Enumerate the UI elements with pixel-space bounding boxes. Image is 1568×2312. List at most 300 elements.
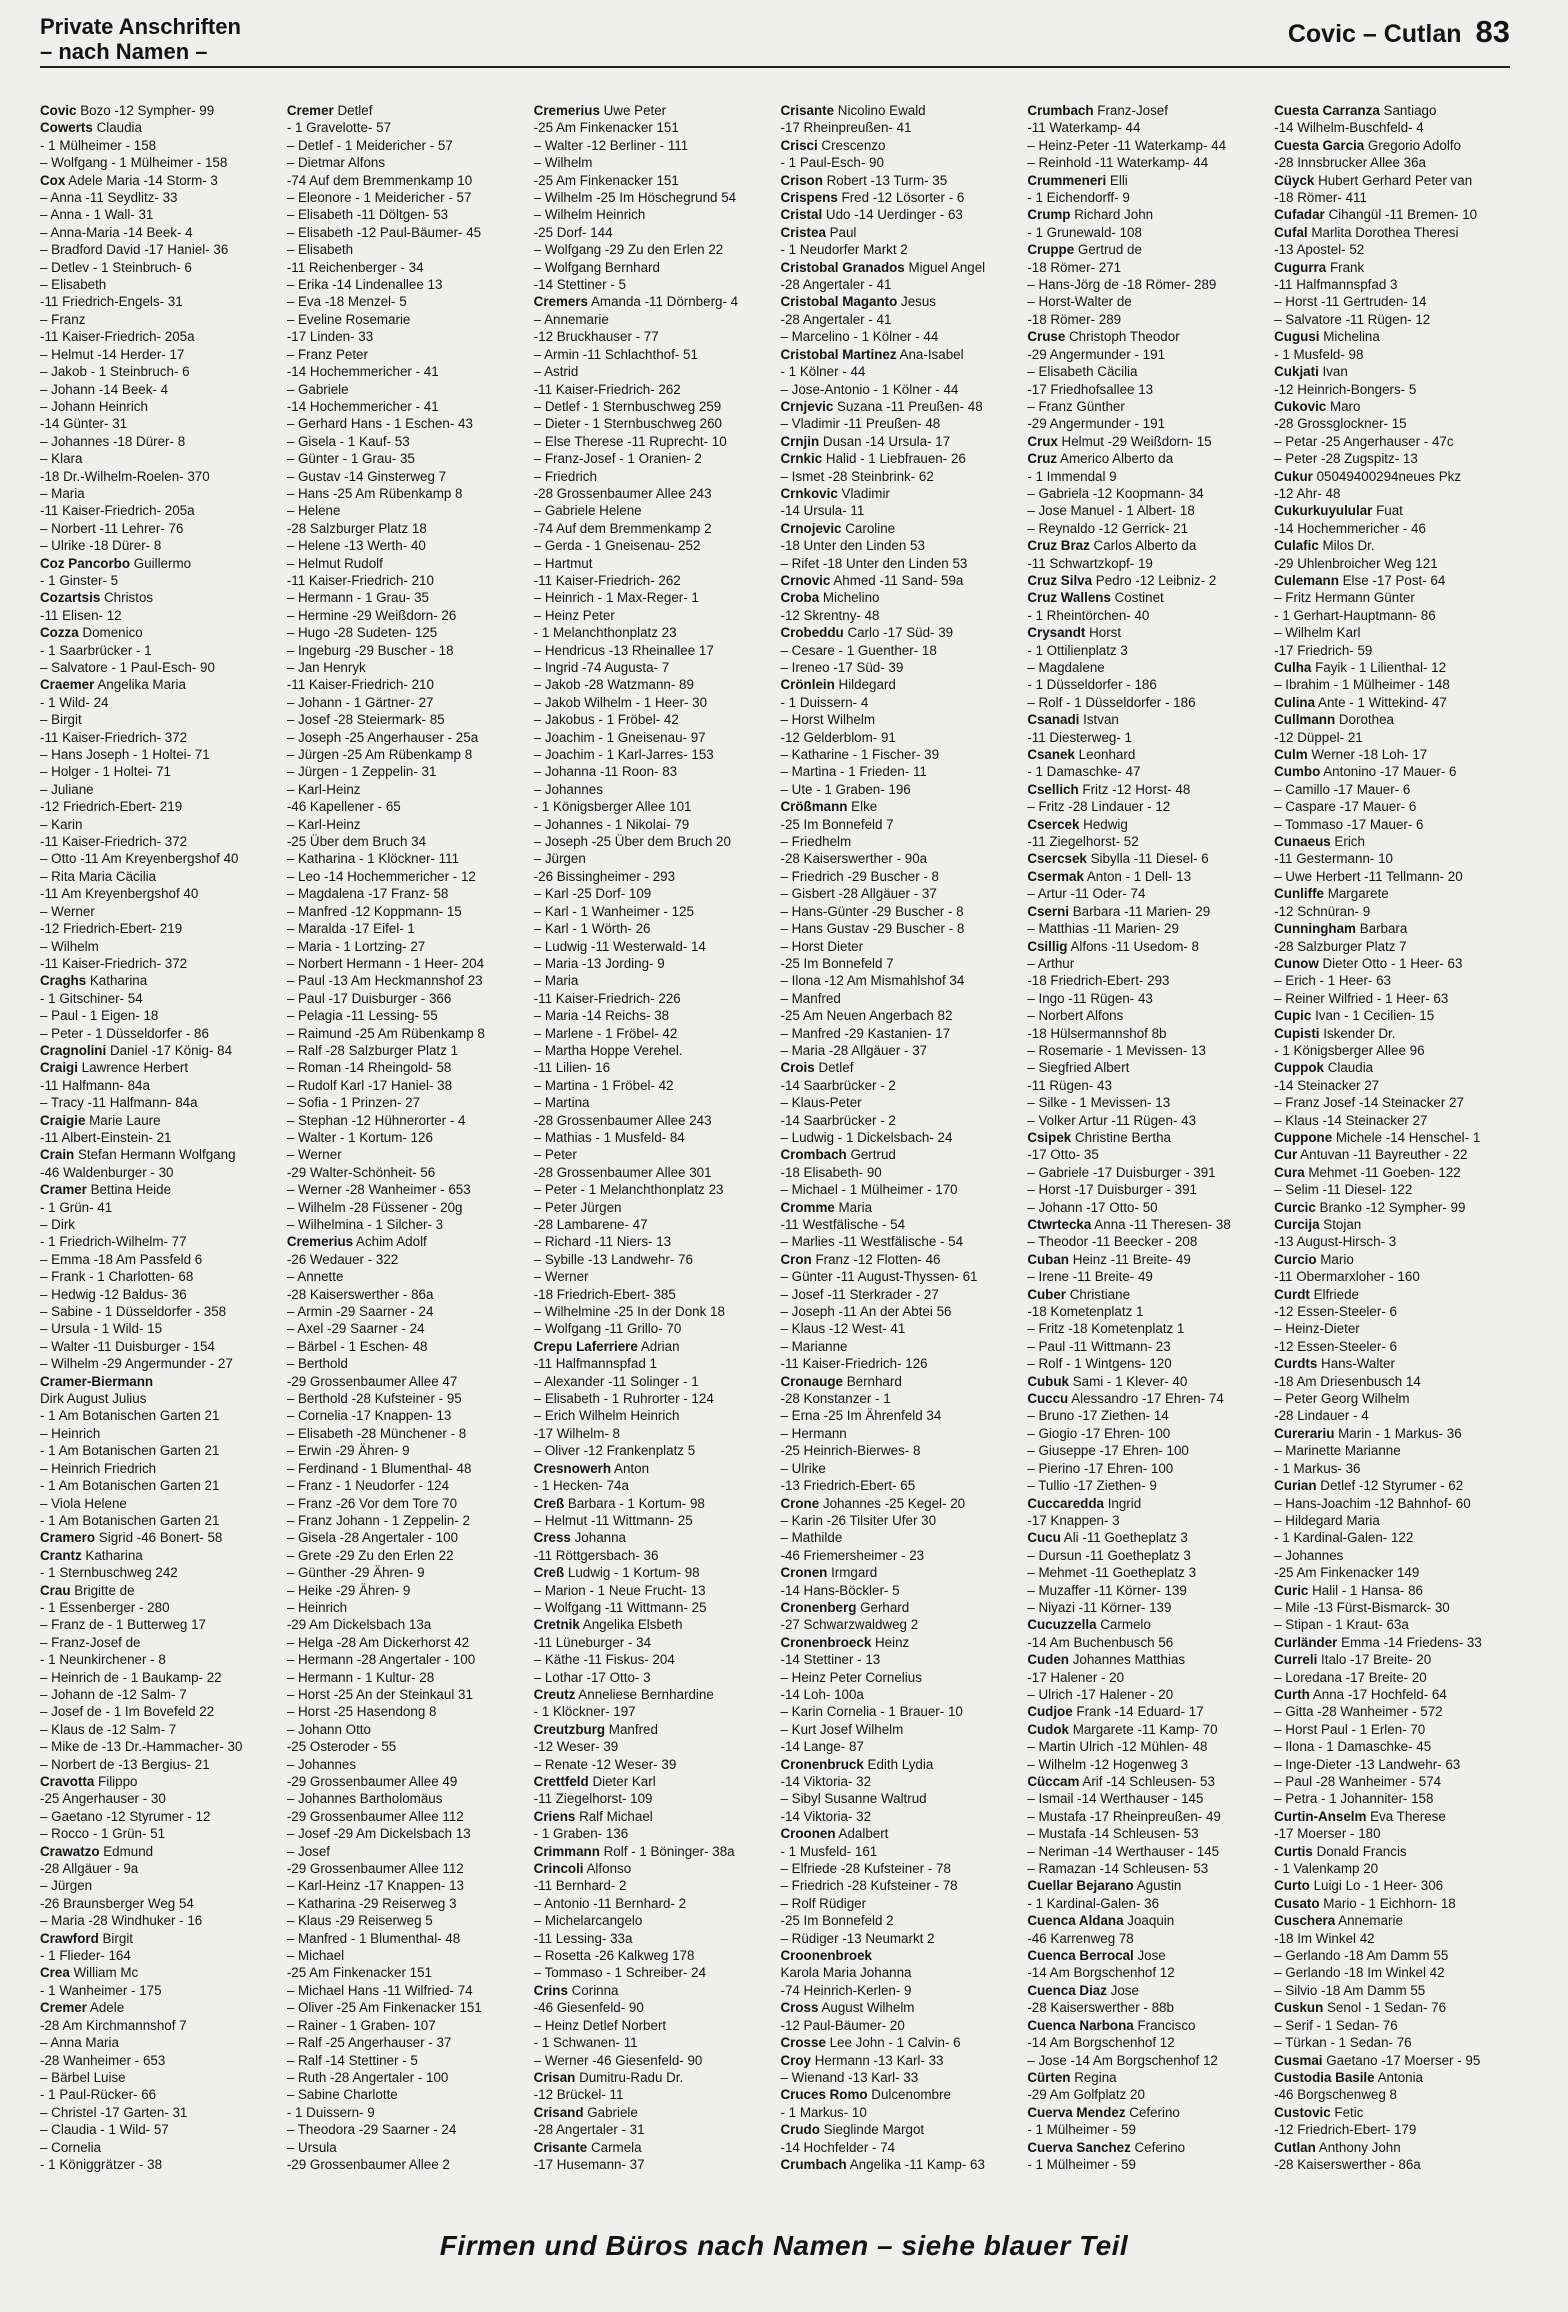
directory-entry: – Cornelia — [40, 2139, 102, 2155]
directory-entry: – Johannes Bartholomäus — [286, 1791, 443, 1807]
directory-entry: Curreli Italo -17 Breite- 20 — [1274, 1652, 1432, 1668]
directory-entry: Cugurra Frank — [1274, 259, 1365, 275]
directory-entry: -12 Weser- 39 — [533, 1739, 619, 1755]
directory-entry: – Klaus -29 Reiserweg 5 — [286, 1913, 433, 1929]
directory-entry: - 1 Rheintörchen- 40 — [1027, 607, 1150, 623]
directory-entry: -11 Kaiser-Friedrich- 126 — [780, 1356, 928, 1372]
directory-entry: – Maria -13 Jording- 9 — [533, 955, 665, 971]
directory-entry: -12 Friedrich-Ebert- 179 — [1274, 2122, 1417, 2138]
directory-entry: - 1 Am Botanischen Garten 21 — [40, 1443, 220, 1459]
directory-entry: Cserni Barbara -11 Marien- 29 — [1027, 903, 1211, 919]
directory-entry: – Alexander -11 Solinger - 1 — [533, 1373, 699, 1389]
directory-entry: -46 Friemersheimer - 23 — [780, 1547, 925, 1563]
directory-entry: – Silvio -18 Am Damm 55 — [1274, 1982, 1426, 1998]
directory-entry: -28 Allgäuer - 9a — [40, 1861, 139, 1877]
directory-entry: -11 Kaiser-Friedrich- 372 — [40, 729, 188, 745]
directory-entry: Crnovic Ahmed -11 Sand- 59a — [780, 572, 964, 588]
directory-entry: Karola Maria Johanna — [780, 1965, 912, 1981]
directory-entry: – Neriman -14 Werthauser - 145 — [1027, 1843, 1220, 1859]
directory-entry: Cristobal Maganto Jesus — [780, 294, 936, 310]
directory-entry: Cretnik Angelika Elsbeth — [533, 1617, 683, 1633]
directory-entry: – Josef -28 Steiermark- 85 — [286, 712, 445, 728]
directory-entry: – Mile -13 Fürst-Bismarck- 30 — [1274, 1599, 1450, 1615]
directory-entry: Curic Halil - 1 Hansa- 86 — [1274, 1582, 1423, 1598]
directory-entry: -14 Stettiner - 13 — [780, 1652, 881, 1668]
directory-entry: – Detlef - 1 Sternbuschweg 259 — [533, 398, 722, 414]
directory-entry: – Birgit — [40, 712, 82, 728]
directory-entry: -28 Angertaler - 31 — [533, 2122, 645, 2138]
directory-entry: – Martina — [533, 1095, 590, 1111]
directory-entry: – Giogio -17 Ehren- 100 — [1027, 1425, 1171, 1441]
directory-entry: – Magdalene — [1027, 660, 1105, 675]
directory-entry: Cramer-Biermann — [40, 1373, 154, 1389]
directory-entry: – Katharine - 1 Fischer- 39 — [780, 747, 940, 763]
directory-entry: Custovic Fetic — [1274, 2104, 1364, 2120]
directory-entry: -12 Essen-Steeler- 6 — [1274, 1338, 1397, 1354]
directory-entry: – Ingeburg -29 Buscher - 18 — [286, 642, 454, 658]
directory-entry: - 1 Graben- 136 — [533, 1826, 629, 1842]
directory-entry: – Volker Artur -11 Rügen- 43 — [1027, 1112, 1197, 1128]
directory-entry: – Petar -25 Angerhauser - 47c — [1274, 433, 1454, 449]
directory-entry: – Leo -14 Hochemmericher - 12 — [286, 868, 476, 884]
directory-entry: Curerariu Marin - 1 Markus- 36 — [1274, 1425, 1462, 1441]
directory-entry: – Grete -29 Zu den Erlen 22 — [286, 1547, 454, 1563]
directory-entry: – Wolfgang -11 Grillo- 70 — [533, 1321, 682, 1337]
directory-entry: Curian Detlef -12 Styrumer - 62 — [1274, 1478, 1464, 1494]
directory-entry: – Eva -18 Menzel- 5 — [286, 294, 407, 310]
directory-entry: Creutz Anneliese Bernhardine — [533, 1686, 714, 1702]
directory-entry: Cuesta Carranza Santiago — [1274, 103, 1437, 118]
directory-entry: -17 Wilhelm- 8 — [533, 1425, 620, 1441]
directory-entry: – Friedrich — [533, 468, 597, 484]
directory-entry: – Gerlando -18 Im Winkel 42 — [1274, 1965, 1445, 1981]
directory-entry: – Wienand -13 Karl- 33 — [780, 2069, 919, 2085]
directory-entry: – Gerda - 1 Gneisenau- 252 — [533, 538, 701, 554]
directory-entry: – Günter - 1 Grau- 35 — [286, 451, 415, 467]
directory-entry: – Hans-Günter -29 Buscher - 8 — [780, 903, 964, 919]
directory-entry: -17 Husemann- 37 — [533, 2156, 645, 2172]
directory-entry: Craigi Lawrence Herbert — [40, 1060, 189, 1076]
directory-entry: Cuppone Michele -14 Henschel- 1 — [1274, 1129, 1481, 1145]
directory-entry: – Richard -11 Niers- 13 — [533, 1234, 672, 1250]
directory-entry: – Ismail -14 Werthauser - 145 — [1027, 1791, 1204, 1807]
directory-entry: -14 Viktoria- 32 — [780, 1808, 872, 1824]
directory-entry: Cuellar Bejarano Agustin — [1027, 1878, 1182, 1894]
section-title: Private Anschriften — [40, 14, 241, 39]
directory-entry: -18 Römer- 411 — [1274, 190, 1367, 206]
directory-entry: -11 Ziegelhorst- 109 — [533, 1791, 653, 1807]
directory-entry: – Hermann -28 Angertaler - 100 — [286, 1652, 476, 1668]
directory-entry: Cudjoe Frank -14 Eduard- 17 — [1027, 1704, 1204, 1720]
directory-entry: Culha Fayik - 1 Lilienthal- 12 — [1274, 660, 1447, 675]
directory-entry: – Johann de -12 Salm- 7 — [40, 1686, 187, 1702]
directory-entry: – Jan Henryk — [286, 660, 366, 675]
directory-entry: – Reynaldo -12 Gerrick- 21 — [1027, 520, 1189, 536]
directory-entry: – Muzaffer -11 Körner- 139 — [1027, 1582, 1187, 1598]
directory-entry: – Eleonore - 1 Meidericher - 57 — [286, 190, 472, 206]
directory-entry: – Horst -25 An der Steinkaul 31 — [286, 1686, 473, 1702]
directory-entry: – Antonio -11 Bernhard- 2 — [533, 1895, 687, 1911]
directory-entry: -12 Gelderblom- 91 — [780, 729, 896, 745]
directory-entry: -28 Grossenbaumer Allee 243 — [533, 485, 712, 501]
directory-entry: -18 Im Winkel 42 — [1274, 1930, 1375, 1946]
directory-entry: -74 Auf dem Bremmenkamp 2 — [533, 520, 712, 536]
directory-entry: – Helmut Rudolf — [286, 555, 383, 571]
directory-entry: Culm Werner -18 Loh- 17 — [1274, 747, 1428, 763]
directory-entry: – Uwe Herbert -11 Tellmann- 20 — [1274, 868, 1463, 884]
directory-entry: - 1 Mülheimer - 158 — [40, 137, 157, 153]
directory-entry: -28 Salzburger Platz 7 — [1274, 938, 1407, 954]
directory-entry: -11 Reichenberger - 34 — [286, 259, 424, 275]
directory-entry: – Jose-Antonio - 1 Kölner - 44 — [780, 381, 959, 397]
directory-entry: -12 Düppel- 21 — [1274, 729, 1363, 745]
page-header-right — [1288, 14, 1510, 50]
directory-entry: -11 Waterkamp- 44 — [1027, 120, 1141, 136]
directory-entry: – Michelarcangelo — [533, 1913, 643, 1929]
directory-entry: – Jürgen -25 Am Rübenkamp 8 — [286, 747, 473, 763]
directory-entry: – Hildegard Maria — [1274, 1512, 1380, 1528]
directory-entry: – Johann Heinrich — [40, 398, 148, 414]
directory-entry: - 1 Immendal 9 — [1027, 468, 1117, 484]
directory-entry: – Wilhelm — [40, 938, 99, 954]
directory-entry: – Bruno -17 Ziethen- 14 — [1027, 1408, 1169, 1424]
directory-entry: – Horst Wilhelm — [780, 712, 875, 728]
directory-entry: -46 Waldenburger - 30 — [40, 1164, 174, 1180]
directory-entry: – Berthold -28 Kufsteiner - 95 — [286, 1391, 462, 1407]
directory-entry: -12 Essen-Steeler- 6 — [1274, 1304, 1397, 1320]
directory-entry: Crnjin Dusan -14 Ursula- 17 — [780, 433, 951, 449]
directory-entry: – Gerlando -18 Am Damm 55 — [1274, 1948, 1449, 1964]
directory-entry: -14 Stettiner - 5 — [533, 277, 626, 293]
directory-entry: -28 Grossenbaumer Allee 301 — [533, 1164, 712, 1180]
directory-entry: – Jose -14 Am Borgschenhof 12 — [1027, 2052, 1218, 2068]
directory-entry: - 1 Königsberger Allee 101 — [533, 799, 692, 815]
directory-entry: – Heinz-Peter -11 Waterkamp- 44 — [1027, 137, 1227, 153]
directory-entry: – Marianne — [780, 1338, 848, 1354]
directory-entry: -14 Am Borgschenhof 12 — [1027, 2035, 1175, 2051]
directory-entry: Cudok Margarete -11 Kamp- 70 — [1027, 1721, 1218, 1737]
directory-entry: – Niyazi -11 Körner- 139 — [1027, 1599, 1172, 1615]
directory-entry: Cremerius Achim Adolf — [286, 1234, 427, 1250]
directory-entry: Cristobal Granados Miguel Angel — [780, 259, 986, 275]
directory-entry: Crosse Lee John - 1 Calvin- 6 — [780, 2035, 961, 2051]
directory-entry: -29 Grossenbaumer Allee 112 — [286, 1808, 464, 1824]
directory-entry: -12 Skrentny- 48 — [780, 607, 880, 623]
directory-entry: Crea William Mc — [40, 1965, 139, 1981]
directory-entry: – Rolf - 1 Düsseldorfer - 186 — [1027, 694, 1196, 710]
directory-entry: Crincoli Alfonso — [533, 1861, 632, 1877]
directory-entry: -28 Am Kirchmannshof 7 — [40, 2017, 187, 2033]
directory-entry: – Oliver -12 Frankenplatz 5 — [533, 1443, 696, 1459]
directory-entry: – Armin -29 Saarner - 24 — [286, 1304, 434, 1320]
directory-entry: Coz Pancorbo Guillermo — [40, 555, 192, 571]
directory-entry: – Rudolf Karl -17 Haniel- 38 — [286, 1077, 453, 1093]
directory-entry: – Peter Jürgen — [533, 1199, 622, 1215]
directory-entry: Craigie Marie Laure — [40, 1112, 161, 1128]
directory-entry: -14 Steinacker 27 — [1274, 1077, 1380, 1093]
directory-entry: -26 Wedauer - 322 — [286, 1251, 399, 1267]
directory-entry: – Horst Dieter — [780, 938, 864, 954]
directory-entry: -18 Friedrich-Ebert- 293 — [1027, 973, 1170, 989]
directory-entry: – Karl -25 Dorf- 109 — [533, 886, 652, 902]
directory-entry: – Tracy -11 Halfmann- 84a — [40, 1095, 198, 1111]
directory-entry: – Peter - 1 Melanchthonplatz 23 — [533, 1182, 724, 1198]
directory-entry: Crisand Gabriele — [533, 2104, 638, 2120]
directory-entry: – Ingo -11 Rügen- 43 — [1027, 990, 1153, 1006]
directory-entry: – Joachim - 1 Gneisenau- 97 — [533, 729, 706, 745]
directory-entry: Cronen Irmgard — [780, 1565, 878, 1581]
directory-entry: Crois Detlef — [780, 1060, 854, 1076]
directory-entry: – Hans Gustav -29 Buscher - 8 — [780, 921, 965, 937]
directory-entry: Cronenberg Gerhard — [780, 1599, 910, 1615]
directory-entry: -14 Ursula- 11 — [780, 503, 865, 519]
directory-entry: Cruz Wallens Costinet — [1027, 590, 1164, 606]
directory-entry: – Astrid — [533, 364, 579, 380]
directory-entry: -14 Viktoria- 32 — [780, 1774, 872, 1789]
directory-entry: – Heinrich de - 1 Baukamp- 22 — [40, 1669, 222, 1685]
directory-entry: - 1 Klöckner- 197 — [533, 1704, 636, 1720]
directory-entry: -11 Lessing- 33a — [533, 1930, 633, 1946]
directory-entry: – Helga -28 Am Dickerhorst 42 — [286, 1634, 470, 1650]
directory-entry: – Maria — [533, 973, 579, 989]
directory-entry: – Tullio -17 Ziethen- 9 — [1027, 1478, 1157, 1494]
directory-entry: Cresnowerh Anton — [533, 1460, 650, 1476]
directory-entry: – Joseph -11 An der Abtei 56 — [780, 1304, 952, 1320]
directory-entry: -14 Hans-Böckler- 5 — [780, 1582, 900, 1598]
directory-entry: - 1 Valenkamp 20 — [1274, 1861, 1379, 1877]
directory-entry: – Peter - 1 Düsseldorfer - 86 — [40, 1025, 209, 1041]
directory-entry: – Lothar -17 Otto- 3 — [533, 1669, 651, 1685]
directory-entry: – Marlies -11 Westfälische - 54 — [780, 1234, 964, 1250]
directory-entry: – Werner — [40, 903, 95, 919]
directory-entry: Crisci Crescenzo — [780, 137, 886, 153]
directory-entry: – Franz Josef -14 Steinacker 27 — [1274, 1095, 1464, 1111]
directory-entry: -46 Karrenweg 78 — [1027, 1930, 1134, 1946]
directory-entry: – Jürgen — [533, 851, 586, 867]
directory-entry: – Jakobus - 1 Fröbel- 42 — [533, 712, 679, 728]
directory-entry: – Manfred — [780, 990, 841, 1006]
directory-entry: Crnjevic Suzana -11 Preußen- 48 — [780, 398, 983, 414]
directory-entry: Cucu Ali -11 Goetheplatz 3 — [1027, 1530, 1188, 1546]
directory-entry: – Pierino -17 Ehren- 100 — [1027, 1460, 1174, 1476]
directory-entry: – Norbert -11 Lehrer- 76 — [40, 520, 184, 536]
directory-entry: – Klara — [40, 451, 83, 467]
directory-entry: -18 Hülsermannshof 8b — [1027, 1025, 1167, 1041]
directory-entry: – Roman -14 Rheingold- 58 — [286, 1060, 452, 1076]
directory-entry: -11 Halfmann- 84a — [40, 1077, 150, 1093]
directory-entry: – Rolf - 1 Wintgens- 120 — [1027, 1356, 1172, 1372]
directory-entry: Cuesta Garcia Gregorio Adolfo — [1274, 137, 1461, 153]
directory-entry: Cremer Adele — [40, 2000, 125, 2016]
directory-entry: – Franz - 1 Neudorfer - 124 — [286, 1478, 450, 1494]
directory-entry: – Werner -46 Giesenfeld- 90 — [533, 2052, 703, 2068]
directory-entry: - 1 Damaschke- 47 — [1027, 764, 1141, 780]
directory-entry: – Manfred -12 Koppmann- 15 — [286, 903, 462, 919]
directory-entry: -12 Brückel- 11 — [533, 2087, 624, 2103]
directory-entry: -25 Heinrich-Bierwes- 8 — [780, 1443, 921, 1459]
directory-entry: – Franz-Josef - 1 Oranien- 2 — [533, 451, 702, 467]
directory-entry: – Renate -12 Weser- 39 — [533, 1756, 677, 1772]
directory-entry: Crison Robert -13 Turm- 35 — [780, 172, 948, 188]
directory-entry: – Serif - 1 Sedan- 76 — [1274, 2017, 1398, 2033]
directory-entry: - 1 Duissern- 4 — [780, 694, 869, 710]
directory-entry: – Joachim - 1 Karl-Jarres- 153 — [533, 747, 714, 763]
directory-entry: – Ludwig - 1 Dickelsbach- 24 — [780, 1129, 953, 1145]
directory-entry: Cupic Ivan - 1 Cecilien- 15 — [1274, 1008, 1435, 1024]
directory-entry: - 1 Musfeld- 98 — [1274, 346, 1364, 362]
directory-entry: – Wolfgang Bernhard — [533, 259, 660, 275]
directory-entry: Crößmann Elke — [780, 799, 878, 815]
directory-entry: – Horst Paul - 1 Erlen- 70 — [1274, 1721, 1426, 1737]
directory-entry: – Klaus-Peter — [780, 1095, 862, 1111]
directory-entry: – Ludwig -11 Westerwald- 14 — [533, 938, 706, 954]
directory-entry: – Johannes - 1 Nikolai- 79 — [533, 816, 690, 832]
directory-entry: – Heike -29 Ähren- 9 — [286, 1582, 411, 1598]
directory-entry: Curcio Mario — [1274, 1251, 1354, 1267]
directory-entry: – Hans-Jörg de -18 Römer- 289 — [1027, 277, 1217, 293]
directory-entry: Craghs Katharina — [40, 973, 148, 989]
directory-entry: - 1 Gravelotte- 57 — [286, 120, 392, 136]
directory-entry: – Ferdinand - 1 Blumenthal- 48 — [286, 1460, 472, 1476]
directory-entry: Creß Ludwig - 1 Kortum- 98 — [533, 1565, 700, 1581]
directory-entry: -11 Halfmannspfad 1 — [533, 1356, 657, 1372]
directory-column-5 — [1027, 102, 1265, 2212]
directory-entry: -29 Am Golfplatz 20 — [1027, 2087, 1145, 2103]
directory-entry: Croba Michelino — [780, 590, 880, 606]
directory-entry: Culafic Milos Dr. — [1274, 538, 1375, 554]
directory-entry: – Wolfgang -11 Wittmann- 25 — [533, 1599, 707, 1615]
directory-entry: Curdt Elfriede — [1274, 1286, 1359, 1302]
directory-entry: -11 Ziegelhorst- 52 — [1027, 834, 1139, 850]
directory-entry: – Klaus -12 West- 41 — [780, 1321, 906, 1337]
directory-entry: – Michael - 1 Mülheimer - 170 — [780, 1182, 958, 1198]
directory-entry: – Gabriele -17 Duisburger - 391 — [1027, 1164, 1216, 1180]
directory-entry: – Claudia - 1 Wild- 57 — [40, 2122, 169, 2138]
directory-entry: Cronenbroeck Heinz — [780, 1634, 910, 1650]
directory-entry: - 1 Sternbuschweg 242 — [40, 1565, 178, 1581]
directory-entry: Cuban Heinz -11 Breite- 49 — [1027, 1251, 1191, 1267]
directory-entry: – Jakob -28 Watzmann- 89 — [533, 677, 694, 693]
directory-entry: Cuden Johannes Matthias — [1027, 1652, 1186, 1668]
directory-entry: -11 Kaiser-Friedrich- 226 — [533, 990, 681, 1006]
directory-entry: – Hans -25 Am Rübenkamp 8 — [286, 485, 463, 501]
directory-entry: Criens Ralf Michael — [533, 1808, 653, 1824]
directory-entry: – Anna Maria — [40, 2035, 119, 2051]
directory-entry: Cukurkuyulular Fuat — [1274, 503, 1403, 519]
directory-entry: – Else Therese -11 Ruprecht- 10 — [533, 433, 727, 449]
directory-entry: -11 Kaiser-Friedrich- 210 — [286, 677, 434, 693]
directory-entry: - 1 Schwanen- 11 — [533, 2035, 638, 2051]
directory-entry: -25 Dorf- 144 — [533, 224, 613, 240]
directory-entry: – Theodor -11 Beecker - 208 — [1027, 1234, 1198, 1250]
directory-entry: -11 Gestermann- 10 — [1274, 851, 1393, 867]
directory-entry: -17 Linden- 33 — [286, 329, 374, 345]
directory-entry: -12 Ahr- 48 — [1274, 485, 1341, 501]
directory-entry: – Elisabeth -11 Döltgen- 53 — [286, 207, 449, 223]
directory-entry: Cunningham Barbara — [1274, 921, 1408, 937]
directory-entry: – Ilona -12 Am Mismahlshof 34 — [780, 973, 965, 989]
directory-entry: - 1 Duissern- 9 — [286, 2104, 375, 2120]
directory-entry: – Mathias - 1 Musfeld- 84 — [533, 1129, 685, 1145]
directory-entry: Cukjati Ivan — [1274, 364, 1348, 380]
directory-entry: -28 Grossglockner- 15 — [1274, 416, 1407, 432]
name-range: Covic – Cutlan — [1287, 20, 1462, 48]
directory-entry: Cruse Christoph Theodor — [1027, 329, 1180, 345]
directory-entry: -46 Kapellener - 65 — [286, 799, 401, 815]
directory-entry: – Wilhelm Karl — [1274, 625, 1361, 641]
directory-entry: -17 Knappen- 3 — [1027, 1512, 1120, 1528]
directory-entry: – Karin — [40, 816, 83, 832]
directory-entry: – Walter -12 Berliner - 111 — [533, 137, 689, 153]
directory-entry: – Horst -25 Hasendong 8 — [286, 1704, 437, 1720]
directory-entry: - 1 Eichendorff- 9 — [1027, 190, 1130, 206]
directory-entry: – Christel -17 Garten- 31 — [40, 2104, 188, 2120]
directory-entry: – Friedrich -29 Buscher - 8 — [780, 868, 940, 884]
directory-entry: – Michael Hans -11 Wilfried- 74 — [286, 1982, 473, 1998]
directory-entry: Csillig Alfons -11 Usedom- 8 — [1027, 938, 1199, 954]
directory-entry: – Käthe -11 Fiskus- 204 — [533, 1652, 675, 1668]
section-heading — [40, 14, 241, 64]
footer-note: Firmen und Büros nach Namen – siehe blauer Teil — [439, 2230, 1129, 2261]
directory-entry: Cubuk Sami - 1 Klever- 40 — [1027, 1373, 1188, 1389]
directory-entry: Crain Stefan Hermann Wolfgang — [40, 1147, 236, 1163]
directory-entry: – Johannes — [533, 781, 603, 797]
directory-entry: Cuenca Narbona Francisco — [1027, 2017, 1196, 2033]
directory-entry: -74 Heinrich-Kerlen- 9 — [780, 1982, 912, 1998]
directory-entry: – Johannes -18 Dürer- 8 — [40, 433, 186, 449]
directory-entry: – Raimund -25 Am Rübenkamp 8 — [286, 1025, 485, 1041]
directory-entry: – Karl-Heinz -17 Knappen- 13 — [286, 1878, 464, 1894]
directory-entry: – Franz Günther — [1027, 398, 1125, 414]
directory-entry: – Rainer - 1 Graben- 107 — [286, 2017, 436, 2033]
directory-entry: Cuppok Claudia — [1274, 1060, 1374, 1076]
directory-entry: Craemer Angelika Maria — [40, 677, 186, 693]
directory-entry: -28 Kaiserswerther - 88b — [1027, 2000, 1174, 2016]
directory-entry: - 1 Flieder- 164 — [40, 1948, 131, 1964]
directory-entry: Cunaeus Erich — [1274, 834, 1365, 850]
directory-entry: – Gabriele Helene — [533, 503, 642, 519]
directory-entry: Cron Franz -12 Flotten- 46 — [780, 1251, 941, 1267]
directory-entry: - 1 Melanchthonplatz 23 — [533, 625, 677, 641]
directory-entry: Cuerva Sanchez Ceferino — [1027, 2139, 1186, 2155]
directory-entry: – Maria -14 Reichs- 38 — [533, 1008, 670, 1024]
directory-entry: - 1 Gitschiner- 54 — [40, 990, 143, 1006]
directory-entry: Cuenca Berrocal Jose — [1027, 1948, 1166, 1964]
directory-entry: Culemann Else -17 Post- 64 — [1274, 572, 1446, 588]
directory-entry: Cuccu Alessandro -17 Ehren- 74 — [1027, 1391, 1224, 1407]
directory-entry: – Gaetano -12 Styrumer - 12 — [40, 1808, 211, 1824]
directory-entry: Csermak Anton - 1 Dell- 13 — [1027, 868, 1192, 884]
directory-column-1 — [40, 102, 278, 2212]
directory-entry: Csanadi Istvan — [1027, 712, 1119, 728]
directory-entry: -11 Westfälische - 54 — [780, 1217, 906, 1232]
directory-entry: Cramer Bettina Heide — [40, 1182, 172, 1198]
directory-entry: – Ruth -28 Angertaler - 100 — [286, 2069, 449, 2085]
directory-entry: – Petra - 1 Johanniter- 158 — [1274, 1791, 1434, 1807]
header-rule — [40, 66, 1510, 68]
directory-entry: Cromme Maria — [780, 1199, 873, 1215]
directory-entry: – Rosetta -26 Kalkweg 178 — [533, 1948, 695, 1964]
directory-entry: – Ramazan -14 Schleusen- 53 — [1027, 1861, 1209, 1877]
directory-entry: -11 Lilien- 16 — [533, 1060, 611, 1076]
directory-entry: -28 Wanheimer - 653 — [40, 2052, 166, 2068]
directory-entry: – Paul -13 Am Heckmannshof 23 — [286, 973, 483, 989]
directory-entry: Csanek Leonhard — [1027, 747, 1136, 763]
directory-column-3 — [534, 102, 772, 2212]
directory-entry: -14 Hochemmericher - 46 — [1274, 520, 1426, 536]
directory-entry: -46 Borgschenweg 8 — [1274, 2087, 1397, 2103]
directory-entry: – Karl - 1 Wörth- 26 — [533, 921, 651, 937]
